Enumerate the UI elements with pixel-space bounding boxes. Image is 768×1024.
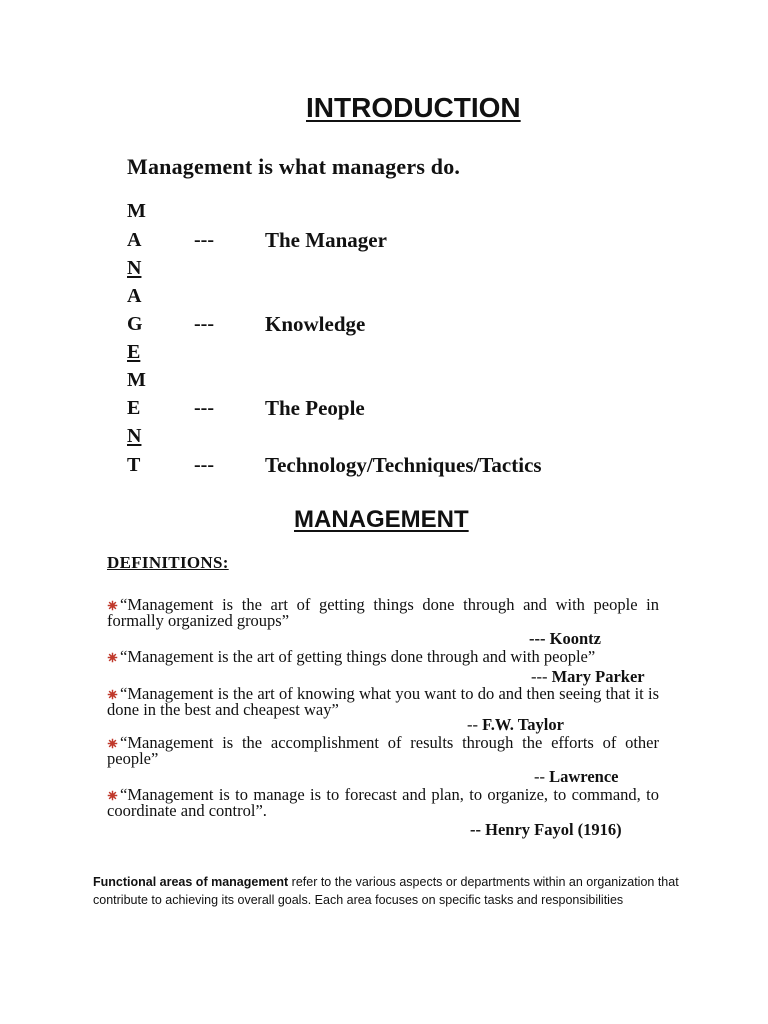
acronym-letter: T [127,454,141,476]
definition-item [107,787,659,819]
acronym-row [127,425,687,453]
acronym-dash: --- [194,454,214,476]
red-star-bullet-icon [107,689,118,700]
definition-item [107,735,659,767]
acronym-row [127,313,687,341]
acronym-letter: A [127,229,142,251]
definition-text: “Management is the art of knowing what you want to do and then seeing that it is done in the best and cheapest way” [107,684,659,719]
acronym-row [127,369,687,397]
definition-text: “Management is the art of getting things done through and with people in formally organized groups” [107,595,659,630]
red-star-bullet-icon [107,652,118,663]
acronym-letter: N [127,425,142,447]
red-star-bullet-icon [107,738,118,749]
red-star-bullet-icon [107,790,118,801]
definitions-label: DEFINITIONS: [107,553,229,572]
paragraph-lead: Functional areas of management [93,875,289,889]
definition-text: “Management is the accomplishment of results through the efforts of other people” [107,733,659,768]
red-star-bullet-icon [107,600,118,611]
acronym-row [127,397,687,425]
acronym-letter: A [127,285,142,307]
definition-author [467,715,564,735]
definition-text: “Management is the art of getting things done through and with people” [120,647,596,666]
author-name: Mary Parker [551,667,645,686]
acronym-row [127,257,687,285]
definition-item [107,649,659,665]
acronym-letter: G [127,313,143,335]
functional-areas-paragraph [93,873,693,909]
acronym-row [127,454,687,482]
acronym-row [127,229,687,257]
definition-author: --- Koontz [529,629,601,648]
author-dashes: -- [467,715,483,734]
acronym-meaning: Knowledge [265,312,366,336]
acronym-dash: --- [194,313,214,335]
acronym-meaning: Technology/Techniques/Tactics [265,453,542,477]
acronym-row [127,285,687,313]
acronym-row [127,341,687,369]
definition-text: “Management is to manage is to forecast and plan, to organize, to command, to coordinate and control”. [107,785,659,820]
author-name: Lawrence [549,767,619,786]
tagline: Management is what managers do. [127,154,461,179]
acronym-letter: M [127,369,146,391]
acronym-letter: E [127,397,141,419]
acronym-meaning: The People [265,396,365,420]
author-dashes: --- [531,667,552,686]
definition-item [107,686,659,718]
definition-author: -- Henry Fayol (1916) [470,820,622,839]
definition-author [534,767,618,787]
acronym-dash: --- [194,397,214,419]
definition-item [107,597,659,629]
acronym-letter: N [127,257,142,279]
author-name: F.W. Taylor [482,715,564,734]
acronym-letter: E [127,341,141,363]
introduction-heading: INTRODUCTION [306,92,521,123]
acronym-dash: --- [194,229,214,251]
acronym-meaning: The Manager [265,228,387,252]
acronym-row [127,200,687,228]
paragraph-body: refer to the various aspects or departments within an organization that contribute to achieving its overall goals. Each area focuses on specific tasks and responsibilities [93,875,679,907]
author-dashes: -- [534,767,550,786]
management-heading: MANAGEMENT [294,506,469,533]
acronym-letter: M [127,200,146,222]
